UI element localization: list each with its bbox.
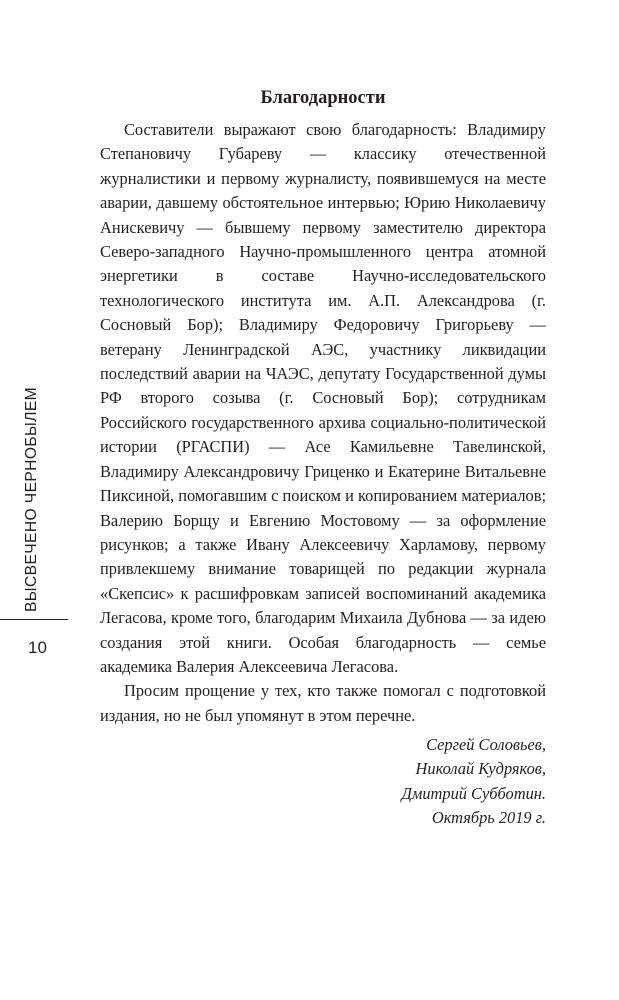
section-heading: Благодарности [260,88,386,108]
acknowledgements-paragraph: Составители выражают свою благодарность: Владимиру Степановичу Губареву — классику отечественной журналистики и первому журналисту, появившемуся на месте аварии, давшему обстоятельное интервью; Юрию Николаевичу Анискевичу — бывшему первому заместителю директора Северо-западного Научно-промышленного центра атомной энергетики в составе Научно-исследовательского технологического института им. А.П. Александрова (г. Сосновый Бор); Владимиру Федоровичу Григорьеву — ветерану Ленинградской АЭС, участнику ликвидации последствий аварии на ЧАЭС, депутату Государственной думы РФ второго созыва (г. Сосновый Бор); сотрудникам Российского государственного архива социально-политической истории (РГАСПИ) — Асе Камильевне Тавелинской, Владимиру Александровичу Гриценко и Екатерине Витальевне Пиксиной, помогавшим с поиском и копированием материалов; Валерию Борщу и Евгению Мостовому — за оформление рисунков; а также Ивану Алексеевичу Харламову, первому привлекшему внимание товарищей по редакции журнала «Скепсис» к расшифровкам записей воспоминаний академика Легасова, кроме того, благодарим Михаила Дубнова — за идею создания этой книги. Особая благодарность — семье академика Валерия Алексеевича Легасова. [100,120,546,676]
running-head-rule [0,619,68,620]
running-head: ВЫСВЕЧЕНО ЧЕРНОБЫЛЕМ [23,386,40,612]
signature-line: Дмитрий Субботин. [401,783,546,803]
page-number: 10 [28,638,47,657]
signature-line: Николай Кудряков, [415,759,546,779]
body-text [100,118,546,728]
signature-date: Октябрь 2019 г. [431,808,546,828]
signature-block [300,733,546,831]
signature-line: Сергей Соловьев, [426,735,546,754]
apology-paragraph: Просим прощение у тех, кто также помогал с подготовкой издания, но не был упомянут в этом перечне. [100,681,546,725]
